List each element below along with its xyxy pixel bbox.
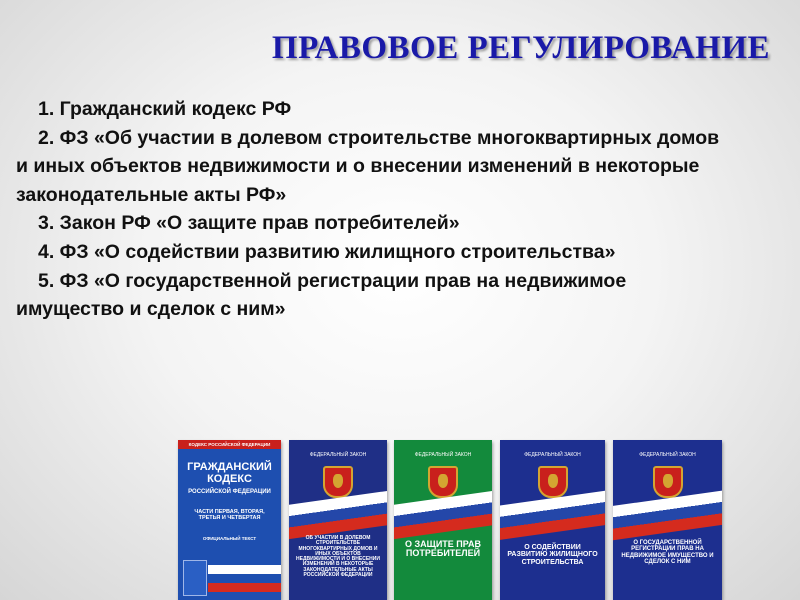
book-title: О ГОСУДАРСТВЕННОЙ РЕГИСТРАЦИИ ПРАВ НА НЕДВИЖИМОЕ ИМУЩЕСТВО И СДЕЛОК С НИМ (621, 540, 714, 565)
book-state-registration (613, 440, 722, 600)
law-item: 2. ФЗ «Об участии в долевом строительстве многоквартирных домов и иных объектов недвижимости и о внесении изменений в некоторые законодательные акты РФ» (16, 126, 720, 206)
book-housing-construction (500, 440, 605, 600)
coat-of-arms-icon (323, 466, 353, 498)
law-item: 4. ФЗ «О содействии развитию жилищного строительства» (38, 240, 616, 263)
slide-title: ПРАВОВОЕ РЕГУЛИРОВАНИЕ (271, 30, 770, 66)
book-consumer-rights (394, 440, 492, 600)
book-note: ОФИЦИАЛЬНЫЙ ТЕКСТ (202, 536, 257, 541)
law-list (16, 95, 736, 324)
coat-of-arms-icon (428, 466, 458, 498)
law-item: 5. ФЗ «О государственной регистрации прав на недвижимое имущество и сделок с ним» (16, 269, 627, 321)
book-header: ФЕДЕРАЛЬНЫЙ ЗАКОН (309, 452, 367, 458)
book-title: О СОДЕЙСТВИИ РАЗВИТИЮ ЖИЛИЩНОГО СТРОИТЕЛЬСТВА (507, 544, 598, 566)
flag-icon (208, 565, 281, 592)
book-title: О ЗАЩИТЕ ПРАВ ПОТРЕБИТЕЛЕЙ (405, 539, 481, 559)
book-shared-construction (289, 440, 387, 600)
book-header: ФЕДЕРАЛЬНЫЙ ЗАКОН (639, 452, 696, 458)
coat-of-arms-icon (538, 466, 568, 498)
law-item: 3. Закон РФ «О защите прав потребителей» (38, 212, 460, 235)
book-title: ОБ УЧАСТИИ В ДОЛЕВОМ СТРОИТЕЛЬСТВЕ МНОГОКВАРТИРНЫХ ДОМОВ И ИНЫХ ОБЪЕКТОВ НЕДВИЖИМОСТИ И О ВНЕСЕНИИ ИЗМЕНЕНИЙ В НЕКОТОРЫЕ ЗАКОНОДАТЕЛЬНЫЕ АКТЫ РОССИЙСКОЙ ФЕДЕРАЦИИ (296, 535, 380, 578)
law-item: 1. Гражданский кодекс РФ (38, 98, 292, 120)
book-header: КОДЕКС РОССИЙСКОЙ ФЕДЕРАЦИИ (188, 442, 271, 447)
emblem-icon (183, 560, 207, 596)
book-subtitle: РОССИЙСКОЙ ФЕДЕРАЦИИ (188, 489, 271, 495)
book-header: ФЕДЕРАЛЬНЫЙ ЗАКОН (414, 452, 472, 458)
book-title: ГРАЖДАНСКИЙ КОДЕКС (187, 461, 272, 485)
coat-of-arms-icon (653, 466, 683, 498)
book-parts: ЧАСТИ ПЕРВАЯ, ВТОРАЯ, ТРЕТЬЯ И ЧЕТВЕРТАЯ (194, 509, 265, 521)
book-civil-code (178, 440, 281, 600)
book-header: ФЕДЕРАЛЬНЫЙ ЗАКОН (524, 452, 581, 458)
